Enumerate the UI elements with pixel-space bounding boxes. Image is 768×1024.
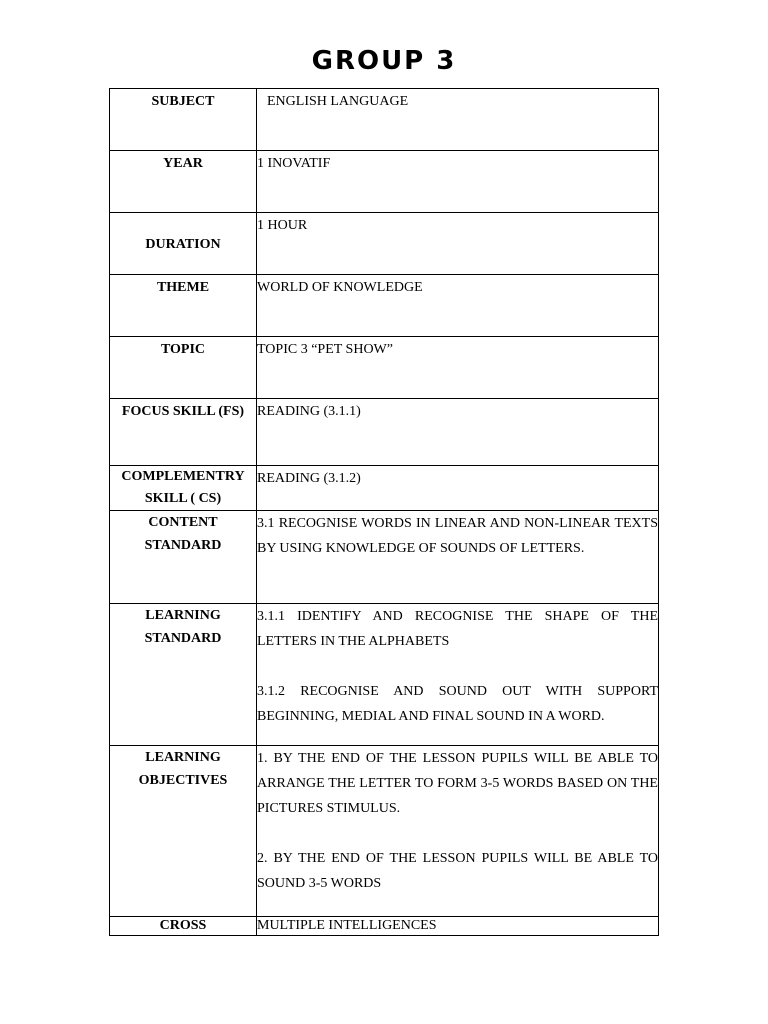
learning-objective-2: 2. BY THE END OF THE LESSON PUPILS WILL BE ABLE TO SOUND 3-5 WORDS [257, 851, 658, 891]
document-title: GROUP 3 [311, 46, 457, 76]
value-subject: ENGLISH LANGUAGE [257, 89, 659, 151]
row-theme [110, 275, 659, 337]
learning-standard-2: 3.1.2 RECOGNISE AND SOUND OUT WITH SUPPORT BEGINNING, MEDIAL AND FINAL SOUND IN A WORD. [257, 684, 658, 724]
label-year: YEAR [110, 151, 257, 213]
row-focus-skill [110, 399, 659, 466]
row-topic [110, 337, 659, 399]
value-learning-objectives [257, 746, 659, 917]
lesson-plan-table [109, 88, 659, 936]
label-content-standard: CONTENT STANDARD [110, 511, 257, 604]
label-duration: DURATION [110, 213, 257, 275]
value-cross: MULTIPLE INTELLIGENCES [257, 917, 659, 936]
label-complementary-skill: COMPLEMENTRY SKILL ( CS) [110, 466, 257, 511]
row-content-standard [110, 511, 659, 604]
row-cross [110, 917, 659, 936]
row-year [110, 151, 659, 213]
value-year: 1 INOVATIF [257, 151, 659, 213]
row-learning-standard [110, 604, 659, 746]
value-learning-standard [257, 604, 659, 746]
value-complementary-skill: READING (3.1.2) [257, 466, 659, 511]
label-focus-skill: FOCUS SKILL (FS) [110, 399, 257, 466]
label-learning-standard: LEARNING STANDARD [110, 604, 257, 746]
row-complementary-skill [110, 466, 659, 511]
row-subject [110, 89, 659, 151]
value-duration: 1 HOUR [257, 213, 659, 275]
label-learning-objectives: LEARNING OBJECTIVES [110, 746, 257, 917]
value-theme: WORLD OF KNOWLEDGE [257, 275, 659, 337]
label-topic: TOPIC [110, 337, 257, 399]
value-content-standard: 3.1 RECOGNISE WORDS IN LINEAR AND NON-LINEAR TEXTS BY USING KNOWLEDGE OF SOUNDS OF LETTERS. [257, 511, 659, 604]
label-cross: CROSS [110, 917, 257, 936]
row-duration [110, 213, 659, 275]
learning-standard-1: 3.1.1 IDENTIFY AND RECOGNISE THE SHAPE OF THE LETTERS IN THE ALPHABETS [257, 609, 658, 649]
row-learning-objectives [110, 746, 659, 917]
value-focus-skill: READING (3.1.1) [257, 399, 659, 466]
learning-objective-1: 1. BY THE END OF THE LESSON PUPILS WILL BE ABLE TO ARRANGE THE LETTER TO FORM 3-5 WORDS BASED ON THE PICTURES STIMULUS. [257, 751, 658, 816]
value-topic: TOPIC 3 “PET SHOW” [257, 337, 659, 399]
label-subject: SUBJECT [110, 89, 257, 151]
label-theme: THEME [110, 275, 257, 337]
